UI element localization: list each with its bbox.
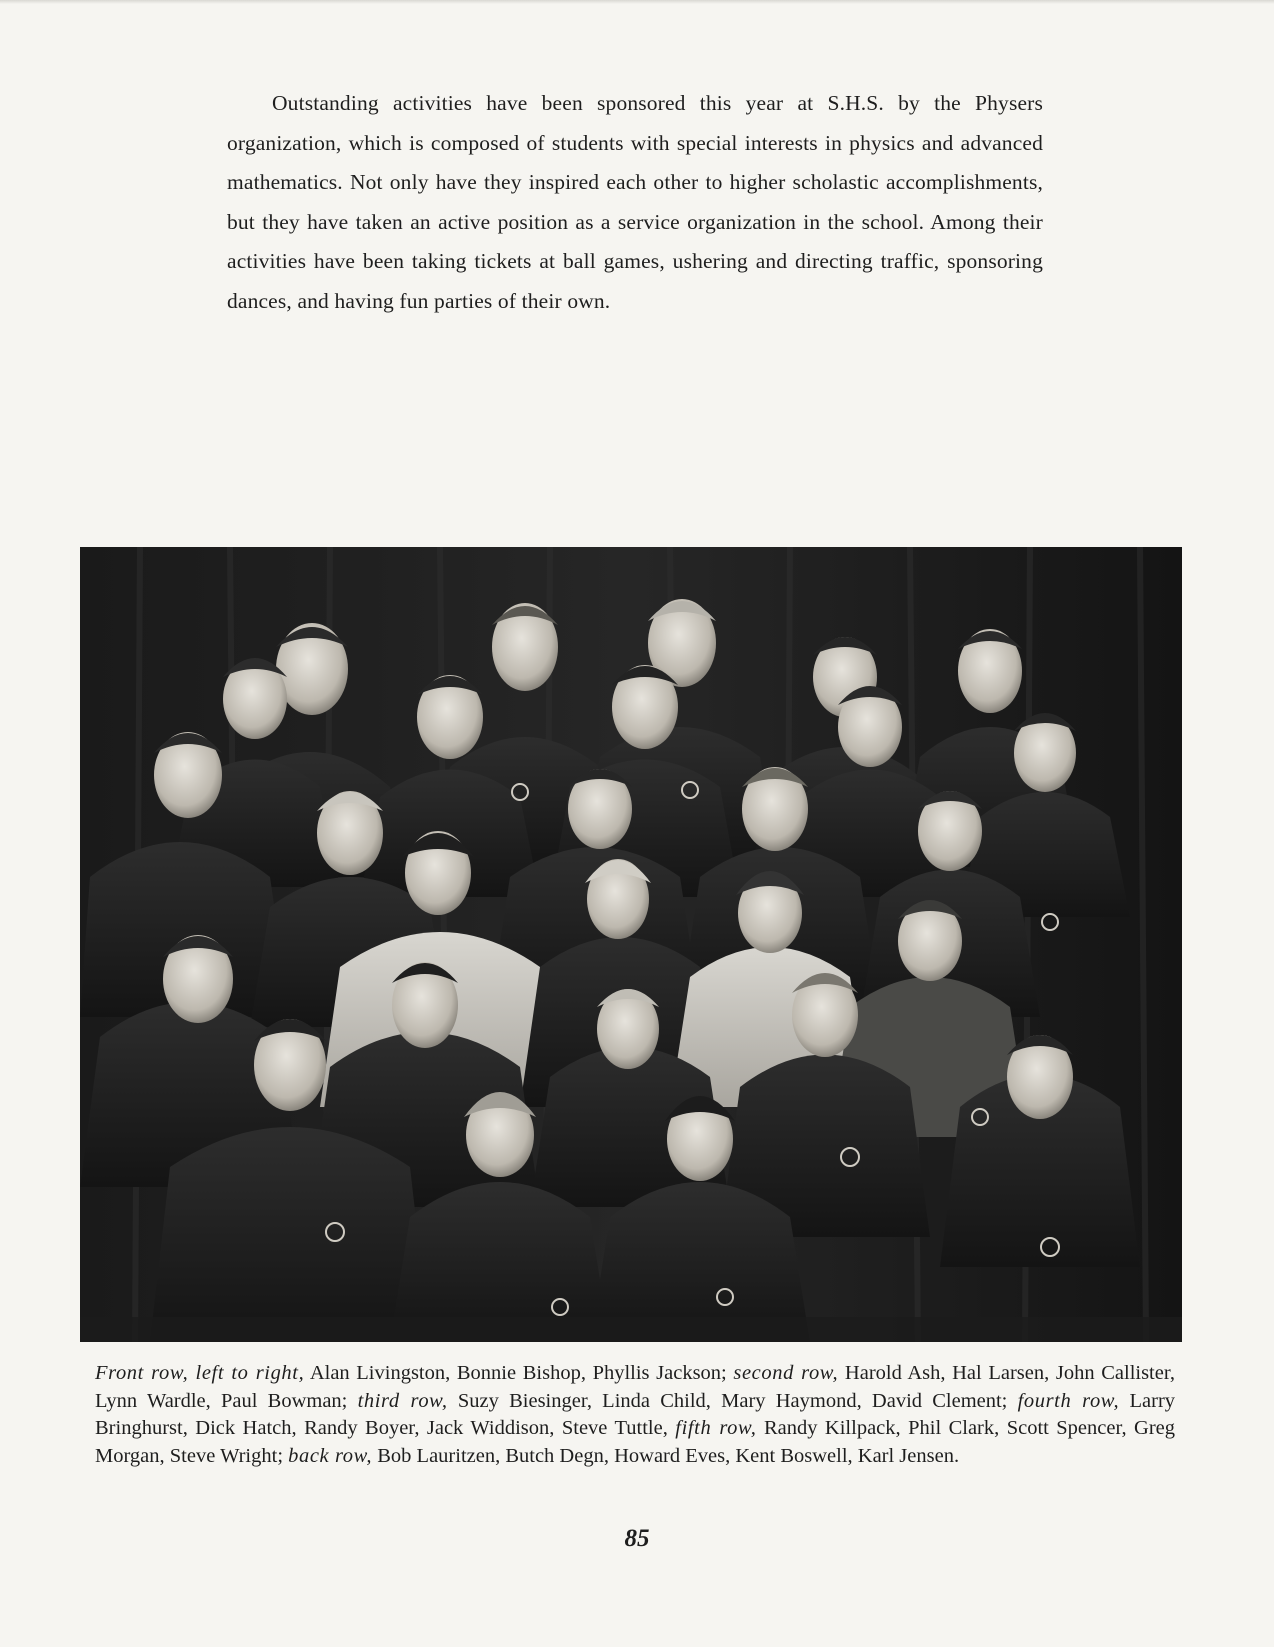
caption-second-row-label: second row, [733, 1362, 839, 1384]
caption-front-row-names: Alan Livingston, Bonnie Bishop, Phyllis Jackson; [309, 1362, 727, 1384]
caption-third-row-label: third row, [357, 1389, 448, 1412]
page-edge [0, 0, 1274, 4]
caption-second-row-names: Harold Ash, Hal Larsen, John Callister, Lynn Wardle, Paul Bowman; [95, 1362, 1175, 1412]
caption-fourth-row-names: Larry Bringhurst, Dick Hatch, Randy Boyer, Jack Widdison, Steve Tuttle, [95, 1389, 1176, 1439]
page-number: 85 [624, 1525, 650, 1552]
photo-caption [95, 1360, 1175, 1470]
group-photo-illustration [80, 547, 1182, 1342]
caption-front-row-label: Front row, left to right, [95, 1362, 305, 1384]
caption-third-row-names: Suzy Biesinger, Linda Child, Mary Haymond, David Clement; [457, 1389, 1008, 1412]
intro-paragraph: Outstanding activities have been sponsored this year at S.H.S. by the Physers organization, which is composed of students with special interests in physics and advanced mathematics. Not only have they inspired each other to higher scholastic accomplishments, but they have taken an active position as a service organization in the school. Among their activities have been taking tickets at ball games, ushering and directing traffic, sponsoring dances, and having fun parties of their own. [227, 91, 1043, 313]
caption-fifth-row-label: fifth row, [675, 1417, 757, 1439]
caption-fourth-row-label: fourth row, [1017, 1389, 1120, 1412]
caption-fifth-row-names: Randy Killpack, Phil Clark, Scott Spencer, Greg Morgan, Steve Wright; [95, 1417, 1176, 1467]
caption-back-row-names: Bob Lauritzen, Butch Degn, Howard Eves, Kent Boswell, Karl Jensen. [377, 1444, 960, 1467]
group-photo [80, 547, 1182, 1342]
caption-back-row-label: back row, [288, 1444, 373, 1467]
